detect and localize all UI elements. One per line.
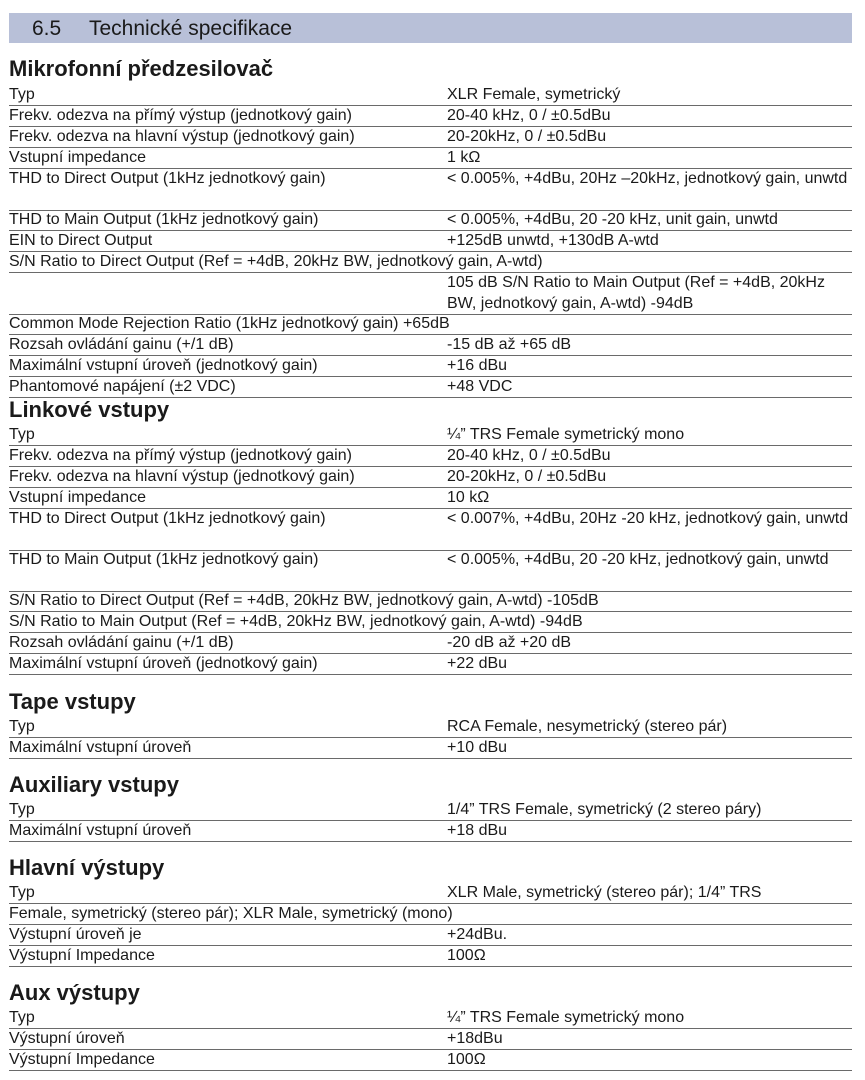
spec-value: RCA Female, nesymetrický (stereo pár) xyxy=(447,718,728,735)
spec-row xyxy=(9,925,852,946)
spec-row xyxy=(9,446,852,467)
spec-label: Výstupní Impedance xyxy=(9,1051,155,1068)
spec-label: S/N Ratio to Direct Output (Ref = +4dB, 20kHz BW, jednotkový gain, A-wtd) xyxy=(9,253,543,270)
spec-row xyxy=(9,314,852,335)
spec-row xyxy=(9,169,852,211)
spec-value: 10 kΩ xyxy=(447,489,490,506)
spec-label: Female, symetrický (stereo pár); XLR Male, symetrický (mono) xyxy=(9,905,453,922)
spec-row xyxy=(9,612,852,633)
spec-label: Typ xyxy=(9,801,35,818)
spec-value: < 0.005%, +4dBu, 20Hz –20kHz, jednotkový gain, unwtd xyxy=(447,170,848,187)
spec-row xyxy=(9,335,852,356)
spec-row xyxy=(9,1029,852,1050)
spec-label: Frekv. odezva na hlavní výstup (jednotkový gain) xyxy=(9,128,355,145)
spec-label: Maximální vstupní úroveň (jednotkový gain) xyxy=(9,655,318,672)
spec-row xyxy=(9,106,852,127)
spec-row xyxy=(9,883,852,904)
spec-value: +16 dBu xyxy=(447,357,508,374)
spec-label: Phantomové napájení (±2 VDC) xyxy=(9,378,236,395)
spec-value: +18 dBu xyxy=(447,822,508,839)
spec-label: Vstupní impedance xyxy=(9,149,146,166)
spec-label: S/N Ratio to Main Output (Ref = +4dB, 20kHz BW, jednotkový gain, A-wtd) -94dB xyxy=(9,613,583,630)
spec-label: Frekv. odezva na hlavní výstup (jednotkový gain) xyxy=(9,468,355,485)
spec-row xyxy=(9,377,852,398)
spec-label: Výstupní úroveň je xyxy=(9,926,142,943)
spec-label: THD to Main Output (1kHz jednotkový gain) xyxy=(9,551,319,568)
spec-label: EIN to Direct Output xyxy=(9,232,153,249)
spec-value: +10 dBu xyxy=(447,739,508,756)
section-heading: Tape vstupy xyxy=(9,689,136,714)
spec-label: Výstupní úroveň xyxy=(9,1030,125,1047)
spec-label: THD to Direct Output (1kHz jednotkový gain) xyxy=(9,510,326,527)
spec-label: S/N Ratio to Direct Output (Ref = +4dB, 20kHz BW, jednotkový gain, A-wtd) -105dB xyxy=(9,592,599,609)
section-heading: Aux výstupy xyxy=(9,980,140,1005)
chapter-header xyxy=(9,13,852,43)
spec-value: 20-20kHz, 0 / ±0.5dBu xyxy=(447,128,607,145)
spec-row xyxy=(9,488,852,509)
spec-value: +125dB unwtd, +130dB A-wtd xyxy=(447,232,659,249)
spec-row xyxy=(9,654,852,675)
spec-value: 1/4” TRS Female, symetrický (2 stereo páry) xyxy=(447,801,762,818)
spec-row xyxy=(9,273,852,315)
spec-row xyxy=(9,425,852,446)
spec-label: Common Mode Rejection Ratio (1kHz jednotkový gain) +65dB xyxy=(9,315,450,332)
spec-label: Typ xyxy=(9,426,35,443)
spec-row xyxy=(9,467,852,488)
spec-label: Maximální vstupní úroveň xyxy=(9,822,192,839)
chapter-title: Technické specifikace xyxy=(89,17,293,40)
spec-label: Frekv. odezva na přímý výstup (jednotkový gain) xyxy=(9,447,352,464)
spec-value: 105 dB S/N Ratio to Main Output (Ref = +4dB, 20kHz BW, jednotkový gain, A-wtd) -94dB xyxy=(447,274,825,312)
spec-value: +48 VDC xyxy=(447,378,513,395)
spec-label: Maximální vstupní úroveň (jednotkový gain) xyxy=(9,357,318,374)
spec-row xyxy=(9,821,852,842)
spec-label: Typ xyxy=(9,1009,35,1026)
spec-row xyxy=(9,148,852,169)
spec-value: 20-20kHz, 0 / ±0.5dBu xyxy=(447,468,607,485)
spec-label: Typ xyxy=(9,718,35,735)
spec-label: Typ xyxy=(9,86,35,103)
spec-row xyxy=(9,633,852,654)
section-heading: Linkové vstupy xyxy=(9,397,170,422)
spec-value: ¼” TRS Female symetrický mono xyxy=(447,1009,685,1026)
spec-value: < 0.005%, +4dBu, 20 -20 kHz, unit gain, unwtd xyxy=(447,211,778,228)
spec-label: Frekv. odezva na přímý výstup (jednotkový gain) xyxy=(9,107,352,124)
spec-row xyxy=(9,717,852,738)
spec-value: XLR Female, symetrický xyxy=(447,86,621,103)
spec-row xyxy=(9,550,852,592)
spec-row xyxy=(9,231,852,252)
spec-label: Maximální vstupní úroveň xyxy=(9,739,192,756)
spec-value: -15 dB až +65 dB xyxy=(447,336,572,353)
spec-row xyxy=(9,1008,852,1029)
spec-label: Typ xyxy=(9,884,35,901)
spec-row xyxy=(9,946,852,967)
spec-row xyxy=(9,800,852,821)
section-heading: Auxiliary vstupy xyxy=(9,772,179,797)
spec-row xyxy=(9,127,852,148)
spec-label: THD to Direct Output (1kHz jednotkový gain) xyxy=(9,170,326,187)
spec-row xyxy=(9,356,852,377)
spec-value: < 0.007%, +4dBu, 20Hz -20 kHz, jednotkový gain, unwtd xyxy=(447,510,849,527)
spec-value: 100Ω xyxy=(447,947,486,964)
spec-label: Výstupní Impedance xyxy=(9,947,155,964)
spec-value: ¼” TRS Female symetrický mono xyxy=(447,426,685,443)
spec-value: 20-40 kHz, 0 / ±0.5dBu xyxy=(447,447,611,464)
spec-value: +22 dBu xyxy=(447,655,508,672)
spec-value: < 0.005%, +4dBu, 20 -20 kHz, jednotkový gain, unwtd xyxy=(447,551,829,568)
spec-value: +24dBu. xyxy=(447,926,508,943)
spec-value: 100Ω xyxy=(447,1051,486,1068)
spec-label: Rozsah ovládání gainu (+/1 dB) xyxy=(9,336,234,353)
spec-row xyxy=(9,509,852,551)
section-heading: Hlavní výstupy xyxy=(9,855,165,880)
spec-row xyxy=(9,85,852,106)
spec-label: Vstupní impedance xyxy=(9,489,146,506)
spec-value: 20-40 kHz, 0 / ±0.5dBu xyxy=(447,107,611,124)
spec-label: Rozsah ovládání gainu (+/1 dB) xyxy=(9,634,234,651)
spec-row xyxy=(9,210,852,231)
spec-value: XLR Male, symetrický (stereo pár); 1/4” TRS xyxy=(447,884,762,901)
chapter-number: 6.5 xyxy=(32,17,62,40)
spec-row xyxy=(9,591,852,612)
spec-value: -20 dB až +20 dB xyxy=(447,634,572,651)
spec-label: THD to Main Output (1kHz jednotkový gain) xyxy=(9,211,319,228)
spec-row xyxy=(9,1050,852,1071)
spec-value: +18dBu xyxy=(447,1030,503,1047)
spec-value: 1 kΩ xyxy=(447,149,481,166)
spec-row xyxy=(9,252,852,273)
spec-row xyxy=(9,904,852,925)
spec-row xyxy=(9,738,852,759)
section-heading: Mikrofonní předzesilovač xyxy=(9,56,274,81)
